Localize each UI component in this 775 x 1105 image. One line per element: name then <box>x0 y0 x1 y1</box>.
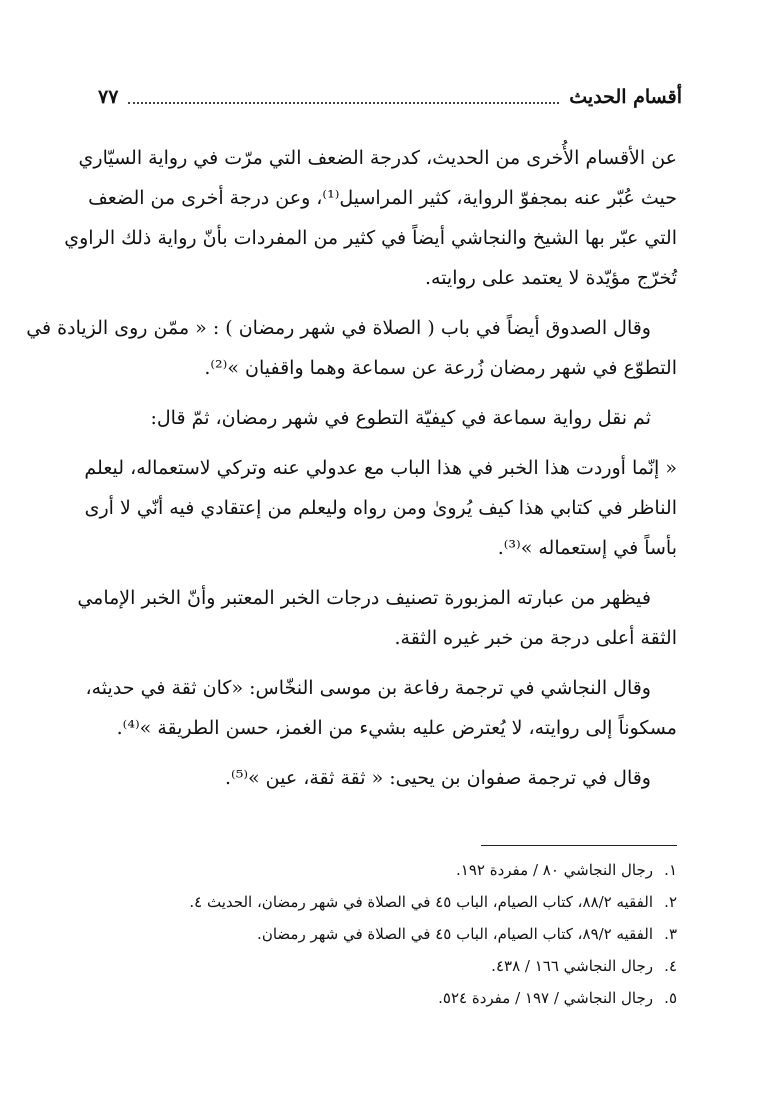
footnote-separator <box>481 845 677 846</box>
text-line: مسكوناً إلى روايته، لا يُعترض عليه بشيء من الغمز، حسن الطريقة »⁽⁴⁾. <box>116 717 677 739</box>
footnotes <box>90 854 677 1014</box>
footnote-number: ٤. <box>664 957 677 975</box>
footnote-text: الفقيه ٨٩/٢، كتاب الصيام، الباب ٤٥ في الصلاة في شهر رمضان. <box>257 925 653 943</box>
footnote-text: رجال النجاشي / ١٩٧ / مفردة ٥٢٤. <box>438 989 653 1007</box>
footnote-text: رجال النجاشي ١٦٦ / ٤٣٨. <box>491 957 653 975</box>
text-line: التي عبّر بها الشيخ والنجاشي أيضاً في كثير من المفردات بأنّ رواية ذلك الراوي <box>64 227 677 249</box>
text-line: الثقة أعلى درجة من خبر غيره الثقة. <box>394 627 677 649</box>
text-line: وقال الصدوق أيضاً في باب ( الصلاة في شهر رمضان ) : « ممّن روى الزيادة في <box>26 317 651 339</box>
text-line: تُخرّج مؤيّدة لا يعتمد على روايته. <box>424 267 677 289</box>
running-header <box>98 82 682 112</box>
page-number: ٧٧ <box>98 86 119 108</box>
footnote <box>90 918 677 950</box>
text-line: وقال النجاشي في ترجمة رفاعة بن موسى النخّاس: «كان ثقة في حديثه، <box>85 677 651 699</box>
footnote <box>90 950 677 982</box>
footnote <box>90 982 677 1014</box>
quote-line: بأساً في إستعماله »⁽³⁾. <box>497 537 677 559</box>
footnote-text: رجال النجاشي ٨٠ / مفردة ١٩٢. <box>456 861 653 879</box>
body-text <box>26 138 677 798</box>
text-line: فيظهر من عبارته المزبورة تصنيف درجات الخبر المعتبر وأنّ الخبر الإمامي <box>77 587 651 609</box>
footnote-text: الفقيه ٨٨/٢، كتاب الصيام، الباب ٤٥ في الصلاة في شهر رمضان، الحديث ٤. <box>189 893 653 911</box>
footnote-number: ١. <box>664 861 677 879</box>
text-line: وقال في ترجمة صفوان بن يحيى: « ثقة ثقة، عين »⁽⁵⁾. <box>224 767 651 789</box>
header-leader-dots <box>128 90 559 104</box>
footnote <box>90 886 677 918</box>
header-title: أقسام الحديث <box>569 86 682 108</box>
footnote-number: ٢. <box>664 893 677 911</box>
footnote-number: ٣. <box>664 925 677 943</box>
footnote-number: ٥. <box>664 989 677 1007</box>
quote-line: « إنّما أوردت هذا الخبر في هذا الباب مع عدولي عنه وتركي لاستعماله، ليعلم <box>84 457 677 479</box>
footnote <box>90 854 677 886</box>
text-line: التطوّع في شهر رمضان زُرعة عن سماعة وهما واقفيان »⁽²⁾. <box>204 357 677 379</box>
text-line: عن الأقسام الأُخرى من الحديث، كدرجة الضعف التي مرّت في رواية السيّاري <box>78 147 677 169</box>
quote-line: الناظر في كتابي هذا كيف يُروىٰ ومن رواه وليعلم من إعتقادي فيه أنّي لا أرى <box>84 497 677 519</box>
text-line: حيث عُبّر عنه بمجفوّ الرواية، كثير المراسيل⁽¹⁾، وعن درجة أخرى من الضعف <box>88 187 677 209</box>
text-line: ثم نقل رواية سماعة في كيفيّة التطوع في شهر رمضان، ثمّ قال: <box>150 407 651 429</box>
